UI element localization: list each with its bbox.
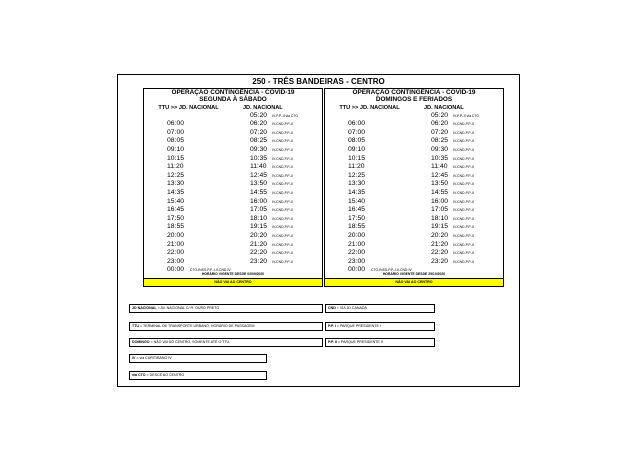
departure-jd-note: IV-CND-P.P.-II: [272, 147, 294, 152]
departure-ttu-time: 16:45: [167, 206, 185, 214]
departure-jd-note: IV-CND-P.P.-II: [453, 233, 475, 238]
legend-key: DOMINGO: [132, 340, 150, 344]
departure-ttu-time: 07:00: [167, 128, 185, 136]
schedule-row: [325, 198, 503, 207]
legend-key: P.P. I: [328, 324, 336, 328]
departure-jd-time: 12:45: [250, 171, 268, 179]
schedule-row: [144, 189, 322, 198]
schedule-row: [144, 112, 322, 121]
departure-jd-time: 10:35: [431, 154, 449, 162]
departure-jd-note: IV-CND-P.P.-II: [453, 242, 475, 247]
schedule-row: [144, 206, 322, 215]
departure-ttu-time: 21:00: [167, 240, 185, 248]
departure-ttu-time: 12:25: [167, 171, 185, 179]
departure-ttu-time: 15:40: [167, 197, 185, 205]
validity-note: HORÁRIO VIGENTE DESDE 25/10/2020: [382, 272, 446, 276]
departure-ttu-time: 00:00: [167, 266, 185, 274]
schedule-rows: [144, 112, 322, 275]
departure-jd-time: 18:10: [431, 214, 449, 222]
departure-jd-note: IV-CND-P.P.-II: [272, 122, 294, 127]
departure-ttu-time: 09:10: [167, 145, 185, 153]
departure-jd-note: IV-CND-P.P.-II: [453, 190, 475, 195]
column-headers: [325, 104, 503, 112]
schedule-row: [325, 206, 503, 215]
legend-cnd: [325, 304, 435, 313]
legend-jd-nacional: [129, 304, 323, 313]
column-header-ttu: TTU >> JD. NACIONAL: [158, 104, 219, 111]
legend-pp1: [325, 322, 435, 331]
departure-jd-note: IV-CND-P.P.-II: [272, 233, 294, 238]
departure-jd-time: 06:20: [250, 120, 268, 128]
departure-ttu-time: 17:50: [167, 214, 185, 222]
departure-ttu-time: 06:00: [348, 120, 366, 128]
departure-jd-note: IV-CND-P.P.-II: [453, 216, 475, 221]
departure-jd-time: 11:40: [431, 163, 448, 171]
schedule-row: [144, 172, 322, 181]
departure-jd-note: IV-P.P.-II via CTO: [272, 113, 299, 118]
departure-jd-note: IV-P.P.-II via CTO: [453, 113, 480, 118]
departure-jd-note: IV-CND-P.P.-II: [453, 173, 475, 178]
departure-jd-note: IV-CND-P.P.-II: [272, 225, 294, 230]
departure-ttu-time: 13:30: [167, 180, 185, 188]
departure-jd-time: 14:55: [250, 188, 268, 196]
departure-jd-note: IV-CND-P.P.-II: [272, 165, 294, 170]
schedule-row: [144, 241, 322, 250]
departure-jd-time: 05:20: [250, 111, 268, 119]
schedule-row: [144, 215, 322, 224]
legend-desc: = NÃO VAI AO CENTRO, SOMENTE ATÉ O TTU.: [150, 340, 231, 344]
departure-jd-note: IV-CND-P.P.-II: [272, 208, 294, 213]
departure-jd-time: 21:20: [250, 240, 268, 248]
departure-ttu-time: 09:10: [348, 145, 366, 153]
schedule-row: [144, 146, 322, 155]
departure-jd-time: 16:00: [250, 197, 268, 205]
legend-pp2: [325, 338, 435, 347]
departure-jd-note: IV-CND-P.P.-II: [453, 130, 475, 135]
departure-jd-time: 23:20: [250, 257, 268, 265]
schedule-row: [325, 172, 503, 181]
departure-jd-time: 14:55: [431, 188, 449, 196]
validity-note: HORÁRIO VIGENTE DESDE 03/09/2020: [201, 272, 265, 276]
column-header-jd: JD. NACIONAL: [242, 104, 283, 111]
departure-jd-time: 19:15: [250, 223, 268, 231]
departure-jd-note: IV-CND-P.P.-II: [453, 122, 475, 127]
page-title: 250 - TRÊS BANDEIRAS - CENTRO: [252, 77, 385, 86]
schedule-row: [325, 180, 503, 189]
departure-jd-note: IV-CND-P.P.-II: [272, 139, 294, 144]
departure-jd-time: 16:00: [431, 197, 449, 205]
departure-jd-note: IV-CND-P.P.-II: [272, 251, 294, 256]
departure-ttu-time: 10:15: [167, 154, 185, 162]
schedule-row: [325, 241, 503, 250]
departure-jd-time: 10:35: [250, 154, 268, 162]
departure-jd-time: 08:25: [250, 137, 268, 145]
schedule-sheet: [117, 74, 520, 387]
departure-jd-time: 17:05: [250, 206, 268, 214]
departure-jd-time: 22:20: [250, 249, 268, 257]
departure-jd-time: 09:30: [431, 145, 449, 153]
schedule-row: [325, 155, 503, 164]
departure-ttu-time: 23:00: [348, 257, 366, 265]
departure-jd-time: 17:05: [431, 206, 449, 214]
panel-heading: OPERAÇÃO CONTINGÊNCIA - COVID-19: [171, 89, 295, 96]
departure-jd-time: 21:20: [431, 240, 449, 248]
departure-ttu-time: 20:00: [167, 231, 185, 239]
schedule-row: [144, 120, 322, 129]
departure-ttu-note: CTO-INSS-P.P.-I-II-CND-IV: [190, 268, 231, 273]
departure-jd-note: IV-CND-P.P.-II: [272, 199, 294, 204]
departure-ttu-time: 18:55: [167, 223, 185, 231]
schedule-row: [144, 249, 322, 258]
weekday-panel: [143, 88, 323, 287]
departure-ttu-time: 11:20: [348, 163, 365, 171]
departure-jd-time: 08:25: [431, 137, 449, 145]
departure-jd-time: 06:20: [431, 120, 449, 128]
departure-jd-time: 12:45: [431, 171, 449, 179]
departure-ttu-time: 17:50: [348, 214, 366, 222]
legend-desc: = VIA JD CANADÁ: [336, 306, 367, 310]
schedule-row: [325, 258, 503, 267]
legend-key: JD NACIONAL: [132, 306, 157, 310]
schedule-row: [325, 112, 503, 121]
schedule-row: [325, 249, 503, 258]
departure-jd-time: 18:10: [250, 214, 268, 222]
schedule-row: [144, 232, 322, 241]
legend-desc: = PARQUE PRESIDENTE I: [336, 324, 381, 328]
departure-jd-time: 22:20: [431, 249, 449, 257]
departure-ttu-time: 08:05: [348, 137, 366, 145]
departure-ttu-time: 15:40: [348, 197, 366, 205]
legend-key: IV: [132, 356, 136, 360]
schedule-row: [144, 155, 322, 164]
schedule-row: [325, 223, 503, 232]
schedule-row: [325, 215, 503, 224]
departure-jd-time: 19:15: [431, 223, 449, 231]
legend-key: TTU: [132, 324, 139, 328]
holiday-panel: [324, 88, 504, 287]
departure-ttu-time: 08:05: [167, 137, 185, 145]
departure-jd-note: IV-CND-P.P.-II: [272, 216, 294, 221]
departure-ttu-time: 21:00: [348, 240, 366, 248]
departure-ttu-time: 20:00: [348, 231, 366, 239]
schedule-row: [325, 129, 503, 138]
departure-jd-time: 13:50: [250, 180, 268, 188]
schedule-row: [144, 137, 322, 146]
departure-jd-time: 07:20: [431, 128, 449, 136]
departure-jd-note: IV-CND-P.P.-II: [272, 182, 294, 187]
departure-jd-note: IV-CND-P.P.-II: [453, 165, 475, 170]
panel-subheading: DOMINGOS E FERIADOS: [375, 96, 453, 104]
departure-jd-note: IV-CND-P.P.-II: [272, 190, 294, 195]
legend-iv: [129, 354, 267, 363]
legend-domingo: [129, 338, 323, 347]
schedule-row: [144, 163, 322, 172]
column-headers: [144, 104, 322, 112]
schedule-row: [325, 146, 503, 155]
departure-jd-time: 13:50: [431, 180, 449, 188]
legend-desc: = DESCE AO CENTRO: [146, 373, 185, 377]
departure-ttu-time: 22:00: [167, 249, 185, 257]
departure-ttu-time: 14:35: [348, 188, 366, 196]
legend-key: P.P. II: [328, 340, 337, 344]
departure-jd-note: IV-CND-P.P.-II: [453, 225, 475, 230]
schedule-row: [325, 232, 503, 241]
schedule-row: [144, 198, 322, 207]
notice-banner: NÃO VAI AO CENTRO: [325, 278, 503, 286]
legend-key: CND: [328, 306, 336, 310]
schedule-row: [144, 258, 322, 267]
legend-desc: = via CURITIBANO IV: [136, 356, 172, 360]
departure-jd-time: 07:20: [250, 128, 268, 136]
departure-ttu-time: 23:00: [167, 257, 185, 265]
departure-jd-time: 20:20: [431, 231, 449, 239]
schedule-row: [325, 137, 503, 146]
departure-jd-note: IV-CND-P.P.-II: [453, 147, 475, 152]
legend-via-cto: [129, 371, 267, 380]
notice-banner: NÃO VAI AO CENTRO: [144, 278, 322, 286]
departure-ttu-time: 07:00: [348, 128, 366, 136]
departure-ttu-note: CTO-INSS-P.P.-I-II-CND-IV: [371, 268, 412, 273]
departure-ttu-time: 11:20: [167, 163, 184, 171]
departure-jd-note: IV-CND-P.P.-II: [272, 242, 294, 247]
legend-desc: = PARQUE PRESIDENTE II: [337, 340, 383, 344]
legend-desc: = TERMINAL DE TRANSPORTE URBANO, HORÁRIO DE PASSAGEM: [140, 324, 255, 328]
departure-ttu-time: 12:25: [348, 171, 366, 179]
departure-ttu-time: 10:15: [348, 154, 366, 162]
departure-jd-time: 05:20: [431, 111, 449, 119]
column-header-ttu: TTU >> JD. NACIONAL: [339, 104, 400, 111]
schedule-row: [144, 180, 322, 189]
departure-jd-note: IV-CND-P.P.-II: [453, 199, 475, 204]
legend-key: via CTO: [132, 373, 146, 377]
departure-ttu-time: 14:35: [167, 188, 185, 196]
departure-jd-note: IV-CND-P.P.-II: [453, 259, 475, 264]
departure-jd-time: 11:40: [250, 163, 267, 171]
departure-ttu-time: 18:55: [348, 223, 366, 231]
schedule-row: [325, 120, 503, 129]
departure-ttu-time: 06:00: [167, 120, 185, 128]
departure-jd-note: IV-CND-P.P.-II: [272, 130, 294, 135]
schedule-row: [325, 189, 503, 198]
departure-jd-note: IV-CND-P.P.-II: [453, 139, 475, 144]
departure-jd-note: IV-CND-P.P.-II: [453, 156, 475, 161]
departure-ttu-time: 13:30: [348, 180, 366, 188]
departure-ttu-time: 16:45: [348, 206, 366, 214]
departure-jd-note: IV-CND-P.P.-II: [453, 251, 475, 256]
panel-subheading: SEGUNDA À SÁBADO: [199, 96, 267, 104]
schedule-rows: [325, 112, 503, 275]
departure-jd-note: IV-CND-P.P.-II: [272, 173, 294, 178]
departure-ttu-time: 22:00: [348, 249, 366, 257]
departure-ttu-time: 00:00: [348, 266, 366, 274]
departure-jd-note: IV-CND-P.P.-II: [272, 259, 294, 264]
schedule-row: [144, 223, 322, 232]
departure-jd-note: IV-CND-P.P.-II: [453, 208, 475, 213]
departure-jd-time: 20:20: [250, 231, 268, 239]
panel-heading: OPERAÇÃO CONTINGÊNCIA - COVID-19: [352, 89, 476, 96]
legend-desc: = AV. NACIONAL C/ R. OURO PRETO: [157, 306, 220, 310]
departure-jd-time: 23:20: [431, 257, 449, 265]
legend-ttu: [129, 322, 323, 331]
departure-jd-note: IV-CND-P.P.-II: [453, 182, 475, 187]
column-header-jd: JD. NACIONAL: [423, 104, 464, 111]
schedule-row: [144, 129, 322, 138]
departure-jd-time: 09:30: [250, 145, 268, 153]
departure-jd-note: IV-CND-P.P.-II: [272, 156, 294, 161]
schedule-row: [325, 163, 503, 172]
